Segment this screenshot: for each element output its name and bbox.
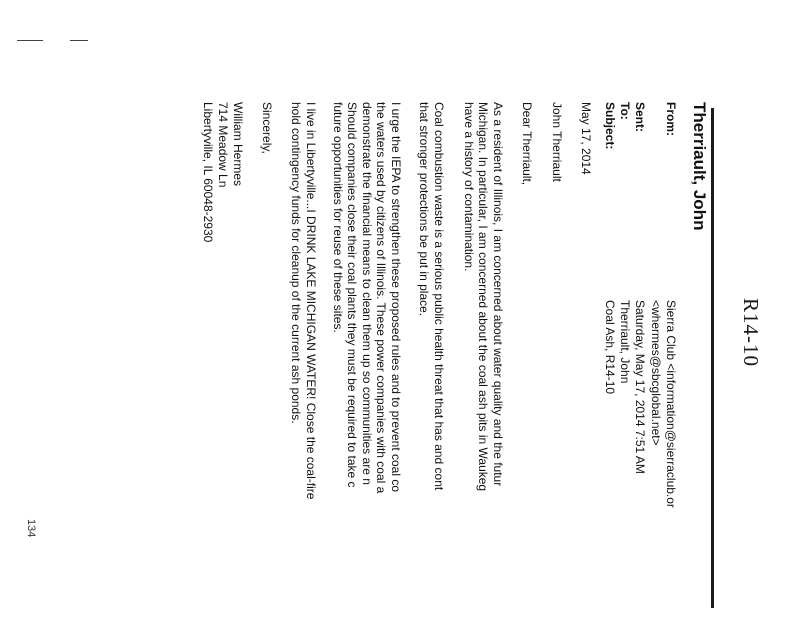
subject-value: Coal Ash, R14-10 [603, 300, 617, 395]
to-label: To: [618, 102, 632, 120]
paragraph-line: Should companies close their coal plants they must be required to take c [345, 102, 360, 488]
paragraph-line: I live in Libertyville...I DRINK LAKE MICHIGAN WATER! Close the coal-fire [304, 102, 318, 500]
signature-name: William Hermes [231, 102, 245, 186]
paragraph-line: hold contingency funds for cleanup of the current ash ponds. [289, 102, 304, 424]
paragraph-line: that stronger protections be put in place. [417, 102, 432, 317]
letter-recipient: John Therriault [550, 102, 564, 182]
from-value: Sierra Club <information@sierraclub.or [664, 300, 678, 508]
signature-city: Libertyville, IL 60048-2930 [201, 102, 215, 243]
letter-closing: Sincerely, [260, 102, 274, 154]
paragraph-line: future opportunities for reuse of these sites. [331, 102, 345, 333]
paragraph-4 [289, 102, 318, 622]
scan-edge-mark [70, 40, 88, 41]
scan-edge-mark [17, 40, 43, 41]
paragraph-1 [462, 102, 506, 622]
signature-street: 714 Meadow Ln [216, 102, 230, 188]
paragraph-line: demonstrate the financial means to clean them up so communities are n [360, 102, 374, 485]
sender-name: Therriault, John [690, 102, 709, 231]
paragraph-2 [417, 102, 446, 622]
letter-salutation: Dear Therriault, [520, 102, 534, 186]
to-value: Therriault, John [618, 300, 632, 384]
from-label: From: [664, 102, 678, 136]
paragraph-line: I urge the IEPA to strengthen these proposed rules and to prevent coal co [389, 102, 403, 493]
sent-value: Saturday, May 17, 2014 7:51 AM [633, 300, 647, 474]
header-rule [711, 108, 714, 608]
paragraph-line: have a history of contamination. [462, 102, 476, 272]
docket-stamp: R14-10 [739, 298, 763, 367]
subject-label: Subject: [603, 102, 617, 150]
paragraph-line: Michigan. In particular, I am concerned about the coal ash pits in Waukeg [476, 102, 491, 492]
sent-label: Sent: [633, 102, 647, 132]
paragraph-line: As a resident of Illinois, I am concerned about water quality and the futur [491, 102, 505, 487]
paragraph-line: Coal combustion waste is a serious public health threat that has and cont [432, 102, 446, 491]
page-number: 134 [25, 519, 37, 538]
from-email: <whermes@sbcglobal.net> [649, 300, 663, 446]
paragraph-line: the waters used by citizens of Illinois. These power companies with coal a [374, 102, 389, 494]
letter-date: May 17, 2014 [579, 102, 593, 175]
paragraph-3 [331, 102, 404, 622]
